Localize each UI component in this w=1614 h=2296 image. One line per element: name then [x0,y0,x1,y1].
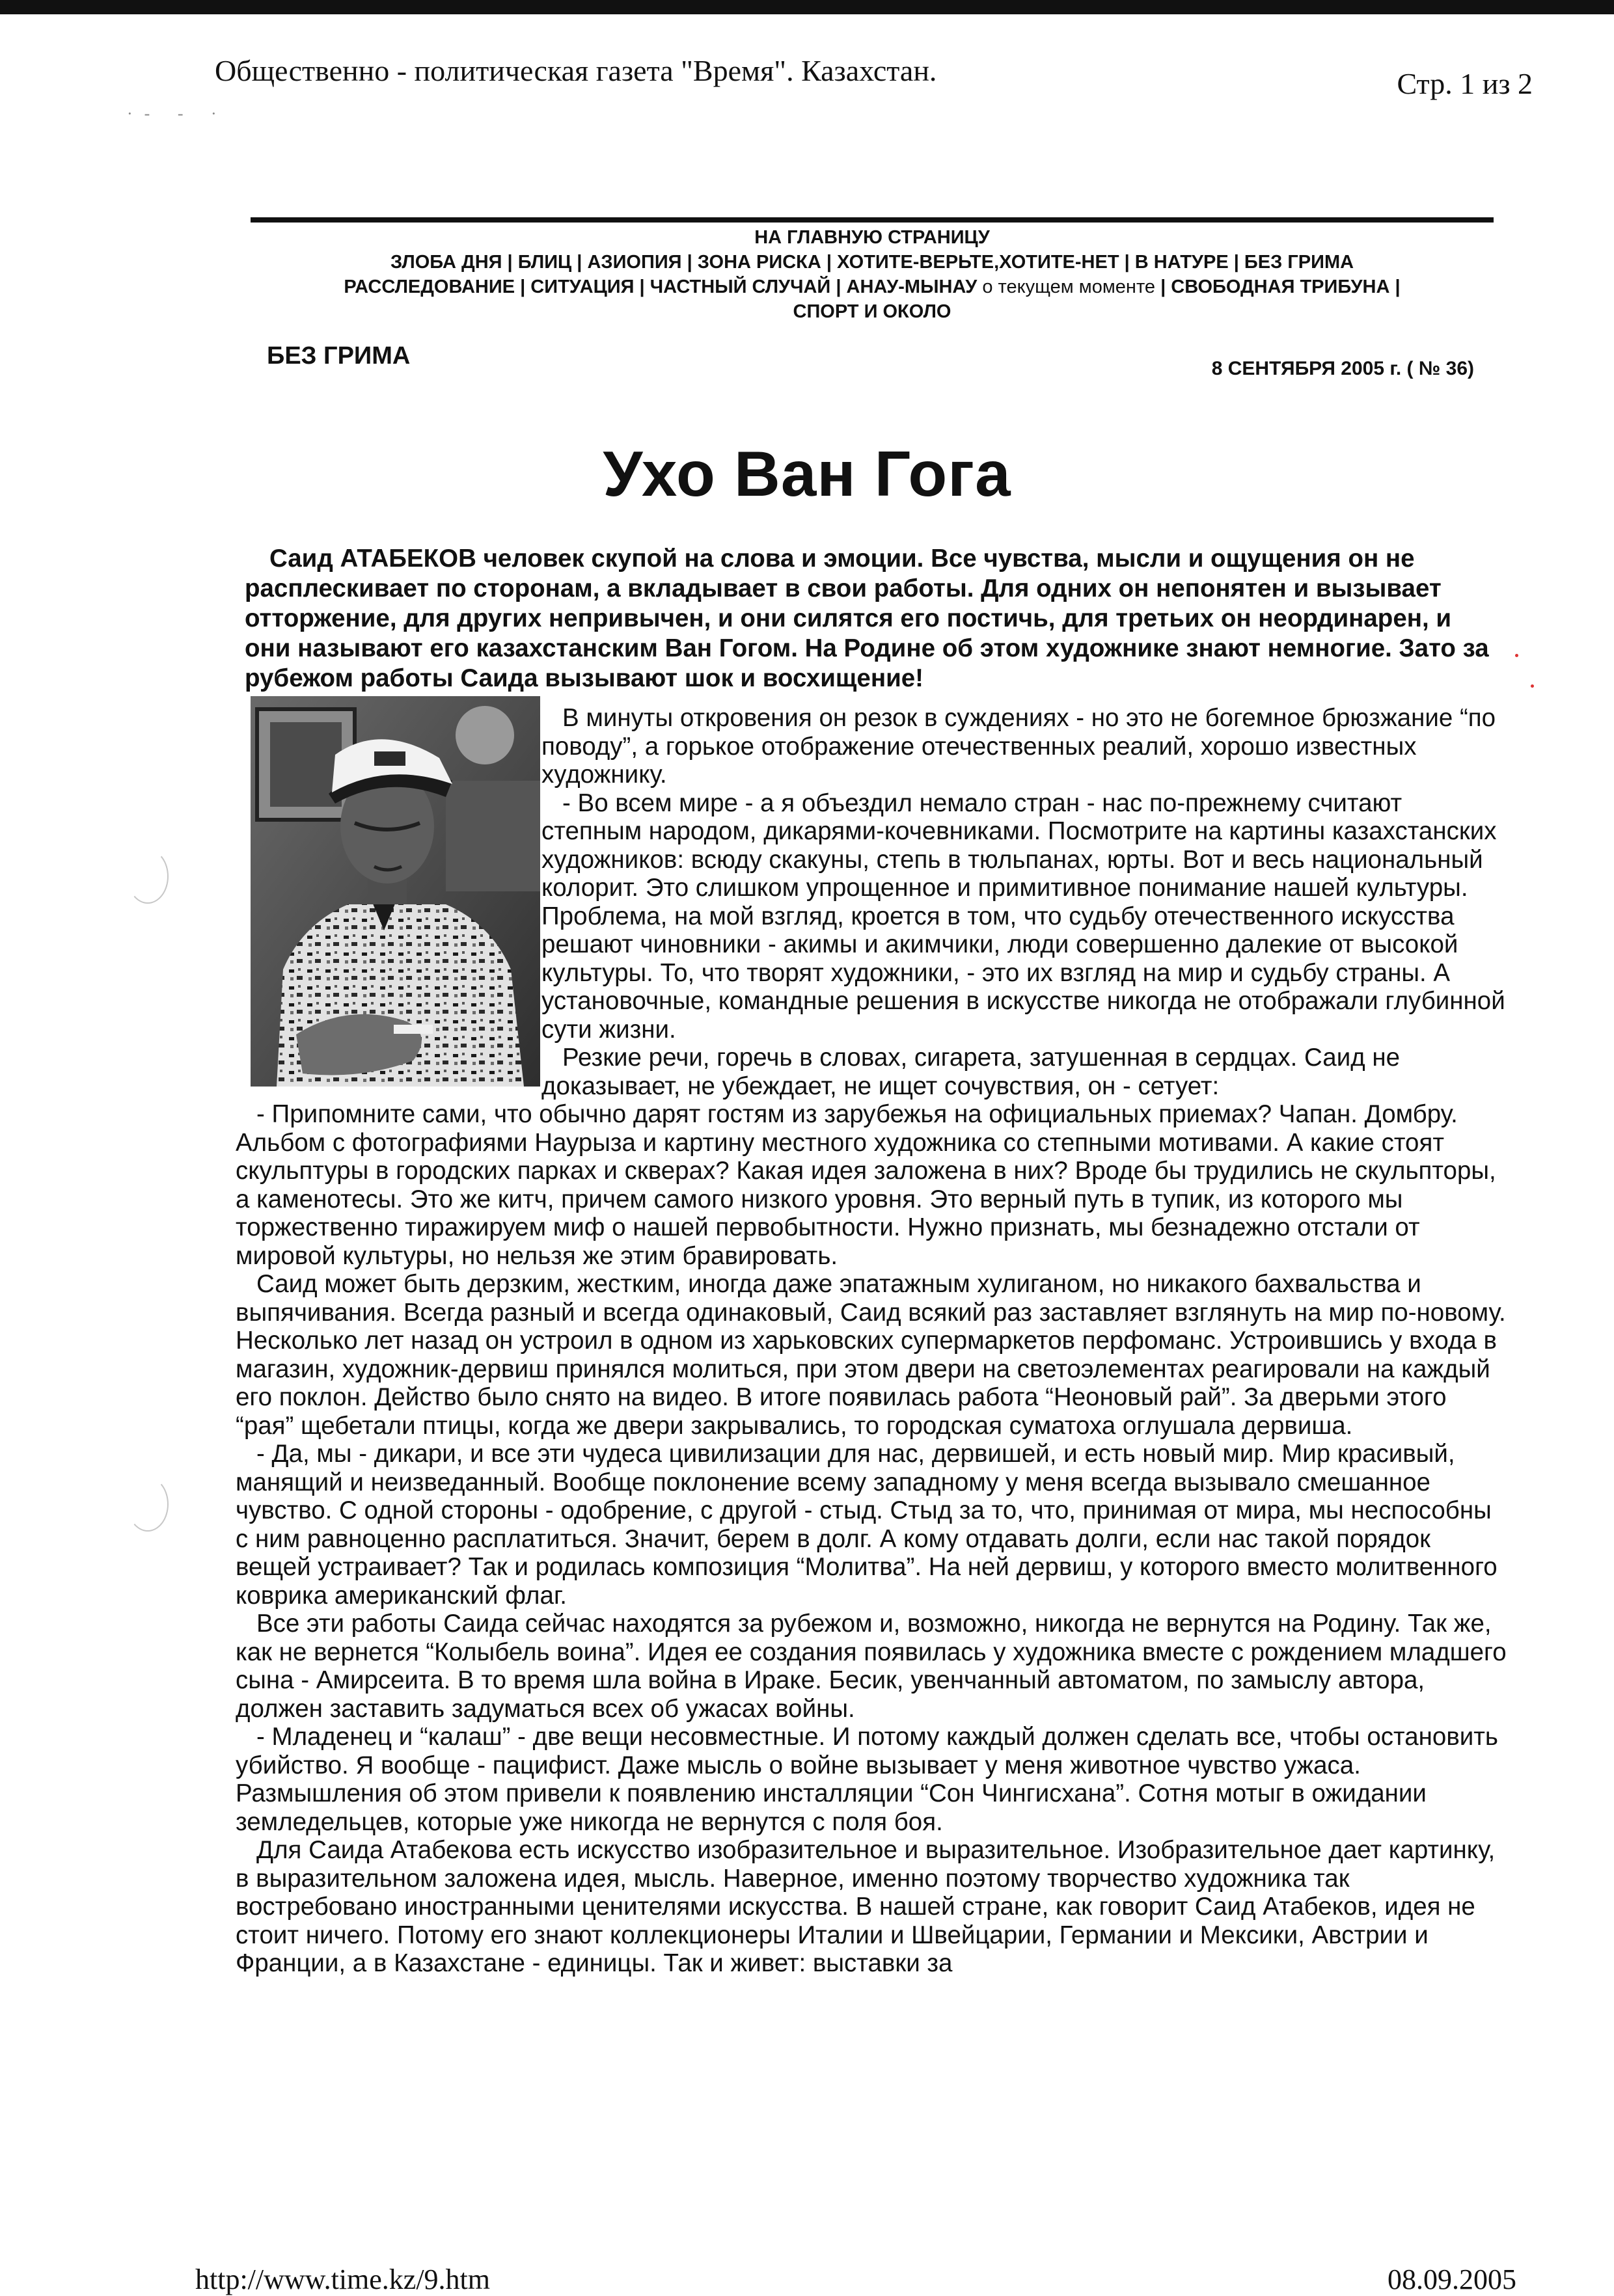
punch-hole-top [127,849,169,904]
nav-link-zloba-dnya[interactable]: ЗЛОБА ДНЯ [390,252,502,273]
nav-home-link[interactable]: НА ГЛАВНУЮ СТРАНИЦУ [754,227,990,248]
body-paragraph: - Припомните сами, что обычно дарят гостям из зарубежья на официальных приемах? Чапан. Домбру. Альбом с фотографиями Наурыза и картину местного художника со степными мотивами. А какие стоят скульптуры в городских парках и скверах? Какая идея заложена в них? Вроде бы трудились не скульпторы, а каменотесы. Это же китч, причем самого низкого уровня. Это верный путь в тупик, из которого мы торжественно тиражируем миф о нашей первобытности. Нужно признать, мы безнадежно отстали от мировой культуры, но нельзя же этим бравировать. [236,1100,1496,1270]
body-paragraph: Саид может быть дерзким, жестким, иногда даже эпатажным хулиганом, но никакого бахвальства и выпячивания. Всегда разный и всегда одинаковый, Саид всякий раз заставляет взглянуть на мир по-новому. Несколько лет назад он устроил в одном из харьковских супермаркетов перфоманс. Устроившись у входа в магазин, художник-дервиш принялся молиться, при этом двери на светоэлементах реагировали на каждый его поклон. Действо было снято на видео. В итоге появилась работа “Неоновый рай”. За дверьми этого “рая” щебетали птицы, когда же двери закрывались, то городская суматоха оглушала дервиша. [236,1270,1506,1440]
body-paragraph: Все эти работы Саида сейчас находятся за рубежом и, возможно, никогда не вернутся на Родину. Так же, как не вернется “Колыбель воина”. Идея ее создания появилась у художника вместе с рождением младшего сына - Амирсеита. В то время шла война в Ираке. Бесик, увенчанный автоматом, по замыслу автора, должен заставить задуматься всех об ужасах войны. [236,1610,1507,1723]
article-title: Ухо Ван Гога [603,438,1011,509]
nav-link-anau-mynau[interactable]: АНАУ-МЫНАУ [846,277,978,297]
nav-link-anau-subtitle: о текущем моменте [982,277,1156,297]
body-paragraph: - Во всем мире - а я объездил немало стран - нас по-прежнему считают степным народом, дикарями-кочевниками. Посмотрите на картины казахстанских художников: всюду скакуны, степь в тюльпанах, юрты. Вот и весь национальный колорит. Это слишком упрощенное и примитивное понимание нашей культуры. Проблема, на мой взгляд, кроется в том, что судьбу отечественного искусства решают чиновники - акимы и акимчики, люди совершенно далекие от высокой культуры. То, что творят художники, - это их взгляд на мир и судьбу страны. А установочные, командные решения в искусстве никогда не отображали глубинной сути жизни. [541,789,1505,1044]
nav-link-situaciya[interactable]: СИТУАЦИЯ [530,277,635,297]
scan-top-edge [0,0,1614,14]
body-paragraph: - Младенец и “калаш” - две вещи несовместные. И потому каждый должен сделать все, чтобы остановить убийство. Я вообще - пацифист. Даже мысль о войне вызывает у меня животное чувство ужаса. Размышления об этом привели к появлению инсталляции “Сон Чингисхана”. Сотня мотыг в ожидании земледельцев, которые уже никогда не вернутся с поля боя. [236,1723,1498,1836]
scan-speck [1515,654,1518,657]
body-paragraph: В минуты откровения он резок в суждениях - но это не богемное брюзжание “по поводу”, а горькое отображение отечественных реалий, хорошо известных художнику. [541,704,1496,789]
nav-link-hotite-verte[interactable]: ХОТИТЕ-ВЕРЬТЕ,ХОТИТЕ-НЕТ [837,252,1119,273]
footer-url[interactable]: http://www.time.kz/9.htm [195,2263,490,2295]
punch-hole-bottom [127,1477,169,1532]
scan-artifact: ·‑ ‑ · [127,104,228,123]
nav-link-sport[interactable]: СПОРТ И ОКОЛО [793,301,951,322]
article-lead [245,544,1498,694]
nav-link-zona-riska[interactable]: ЗОНА РИСКА [697,252,821,273]
article-date: 8 СЕНТЯБРЯ 2005 г. ( № 36) [1211,358,1474,379]
nav-link-aziopiya[interactable]: АЗИОПИЯ [587,252,682,273]
newspaper-source: Общественно - политическая газета "Время". Казахстан. [215,54,937,87]
article-section: БЕЗ ГРИМА [267,342,411,370]
scan-speck [1531,684,1534,688]
page-counter: Стр. 1 из 2 [1397,67,1533,100]
body-paragraph: Резкие речи, горечь в словах, сигарета, затушенная в сердцах. Саид не доказывает, не убеждает, не ищет сочувствия, он - сетует: [541,1044,1401,1100]
footer-date: 08.09.2005 [1388,2263,1516,2295]
nav-link-svobodnaya-tribuna[interactable]: СВОБОДНАЯ ТРИБУНА [1171,277,1390,297]
article-body [236,704,1508,1978]
nav-link-bez-grima[interactable]: БЕЗ ГРИМА [1244,252,1354,273]
nav-link-chastnyi-sluchai[interactable]: ЧАСТНЫЙ СЛУЧАЙ [650,277,831,297]
nav-link-v-nature[interactable]: В НАТУРЕ [1134,252,1229,273]
photo-wrap-spacer [236,704,541,1094]
body-paragraph: Для Саида Атабекова есть искусство изобразительное и выразительное. Изобразительное дает картинку, в выразительном заложена идея, мысль. Наверное, именно поэтому творчество художника так востребовано иностранными ценителями искусства. В нашей стране, как говорит Саид Атабеков, идея не стоит ничего. Потому его знают коллекционеры Италии и Швейцарии, Германии и Мексики, Австрии и Франции, а в Казахстане - единицы. Так и живет: выставки за [236,1836,1496,1977]
site-navigation: НА ГЛАВНУЮ СТРАНИЦУ ЗЛОБА ДНЯ | БЛИЦ | АЗИОПИЯ | ЗОНА РИСКА | ХОТИТЕ-ВЕРЬТЕ,ХОТИТЕ-НЕТ | В НАТУРЕ | БЕЗ ГРИМА РАССЛЕДОВАНИЕ | СИТУАЦИЯ | ЧАСТНЫЙ СЛУЧАЙ | АНАУ-МЫНАУ о текущем моменте | СВОБОДНАЯ ТРИБУНА | СПОРТ И ОКОЛО [344,227,1401,322]
nav-link-rassledovanie[interactable]: РАССЛЕДОВАНИЕ [344,277,515,297]
lead-paragraph: Саид АТАБЕКОВ человек скупой на слова и эмоции. Все чувства, мысли и ощущения он не расплескивает по сторонам, а вкладывает в свои работы. Для одних он непонятен и вызывает отторжение, для других непривычен, и они силятся его постичь, для третьих он неординарен, и они называют его казахстанским Ван Гогом. На Родине об этом художнике знают немногие. Зато за рубежом работы Саида вызывают шок и восхищение! [245,545,1489,692]
body-paragraph: - Да, мы - дикари, и все эти чудеса цивилизации для нас, дервишей, и есть новый мир. Мир красивый, манящий и неизведанный. Вообще поклонение всему западному у меня всегда вызывало смешанное чувство. С одной стороны - одобрение, с другой - стыд. Стыд за то, что, принимая от мира, мы неспособны с ним равноценно расплатиться. Значит, берем в долг. А кому отдавать долги, если нас такой порядок вещей устраивает? Так и родилась композиция “Молитва”. На ней дервиш, у которого вместо молитвенного коврика американский флаг. [236,1440,1498,1610]
nav-top-rule [251,217,1494,223]
nav-link-blitz[interactable]: БЛИЦ [517,252,572,273]
